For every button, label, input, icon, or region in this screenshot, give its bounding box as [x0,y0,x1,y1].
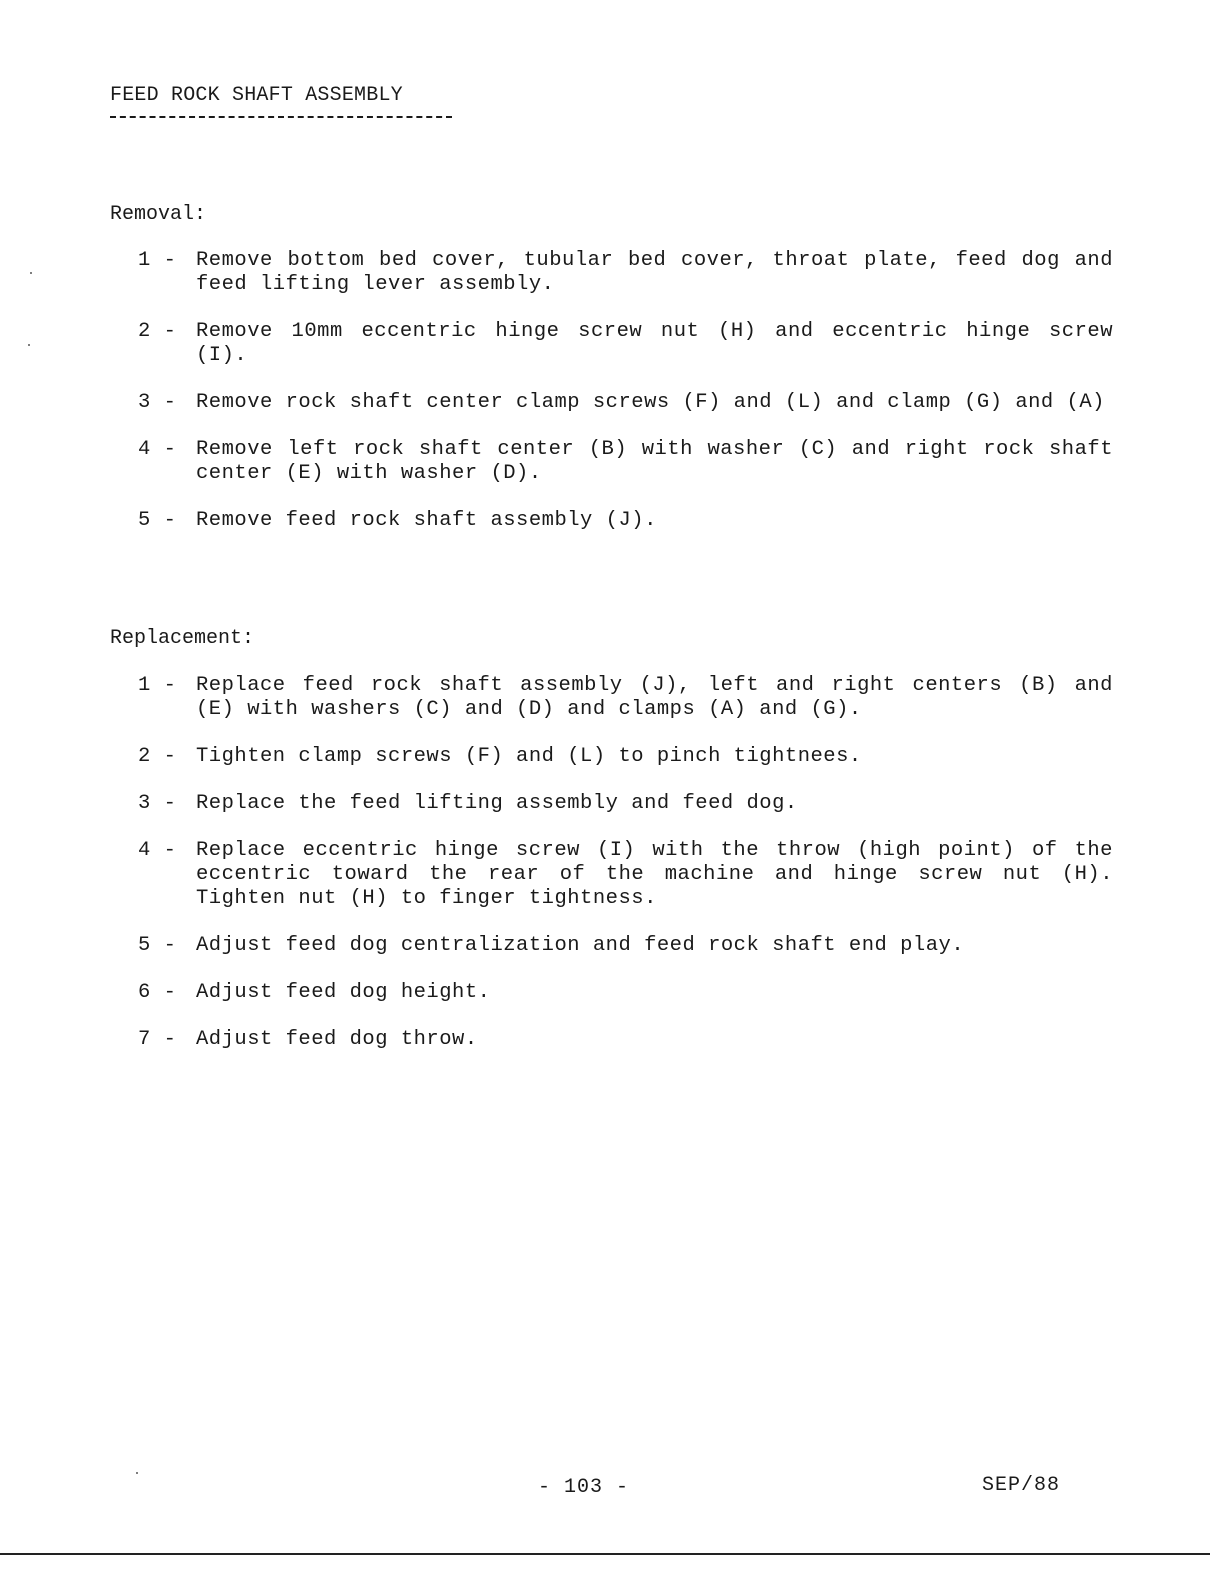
scan-speck [30,272,32,274]
step-number: 3 - [138,391,177,414]
step-text: Replace the feed lifting assembly and feed dog. [196,792,798,815]
step-number: 4 - [138,438,177,461]
replacement-steps [138,674,1113,1052]
step-text: Adjust feed dog centralization and feed rock shaft end play. [196,934,965,957]
removal-steps [138,249,1113,533]
list-item [138,981,1113,1005]
list-item [138,745,1113,769]
replacement-heading: Replacement: [110,627,255,650]
list-item [138,391,1113,415]
step-text: Adjust feed dog height. [196,981,491,1004]
list-item [138,792,1113,816]
step-number: 2 - [138,320,177,343]
step-text: Tighten clamp screws (F) and (L) to pinch tightnees. [196,745,862,768]
step-number: 3 - [138,792,177,815]
step-number: 4 - [138,839,177,862]
step-number: 5 - [138,509,177,532]
list-item [138,934,1113,958]
bottom-rule [0,1553,1210,1555]
title-underline [110,116,452,118]
scan-speck [28,344,30,346]
list-item [138,1028,1113,1052]
page-number: - 103 - [538,1476,630,1499]
step-number: 1 - [138,674,177,697]
step-text: Replace feed rock shaft assembly (J), left and right centers (B) and (E) with washers (C) and (D) and clamps (A) and (G). [196,674,1113,721]
scan-speck [136,1472,138,1474]
step-number: 2 - [138,745,177,768]
list-item [138,509,1113,533]
removal-heading: Removal: [110,203,207,226]
list-item [138,674,1113,722]
step-text: Remove left rock shaft center (B) with washer (C) and right rock shaft center (E) with washer (D). [196,438,1113,485]
step-number: 1 - [138,249,177,272]
list-item [138,839,1113,911]
step-text: Replace eccentric hinge screw (I) with the throw (high point) of the eccentric toward the rear of the machine and hinge screw nut (H). Tighten nut (H) to finger tightness. [196,839,1113,910]
step-number: 7 - [138,1028,177,1051]
step-number: 6 - [138,981,177,1004]
step-text: Adjust feed dog throw. [196,1028,478,1051]
page-title: FEED ROCK SHAFT ASSEMBLY [110,84,403,107]
step-text: Remove 10mm eccentric hinge screw nut (H) and eccentric hinge screw (I). [196,320,1113,367]
list-item [138,320,1113,368]
list-item [138,249,1113,297]
step-text: Remove feed rock shaft assembly (J). [196,509,657,532]
step-text: Remove bottom bed cover, tubular bed cover, throat plate, feed dog and feed lifting lever assembly. [196,249,1113,296]
step-number: 5 - [138,934,177,957]
list-item [138,438,1113,486]
revision-date: SEP/88 [982,1474,1061,1497]
step-text: Remove rock shaft center clamp screws (F) and (L) and clamp (G) and (A) [196,391,1105,414]
